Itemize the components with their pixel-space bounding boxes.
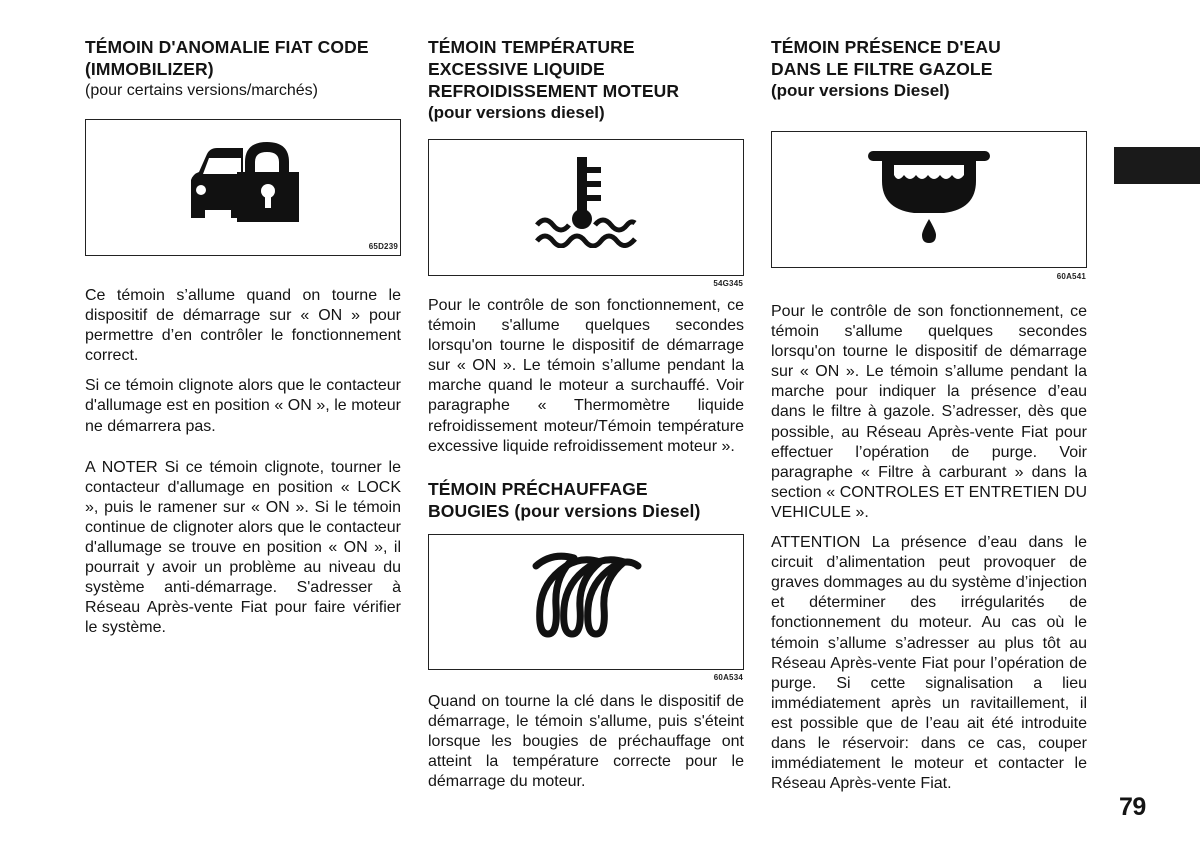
figure-water-in-fuel xyxy=(771,131,1087,281)
figure-glow-plug xyxy=(428,534,744,682)
figure-code: 65D239 xyxy=(368,242,398,251)
section-subtitle-water-in-fuel: (pour versions Diesel) xyxy=(771,81,950,100)
note-paragraph: A NOTER Si ce témoin clignote, tourner le contacteur d'allumage en position « LOCK », puis le ramener sur « ON ». Si le témoin continue de clignoter alors que le contacteur d'allumage se trouve en position « ON », il pourrait y avoir un problème au niveau du système anti-démarrage. S'adresser à Réseau Après-vente Fiat pour faire vérifier le système. xyxy=(85,458,401,637)
section-title-water-in-fuel: TÉMOIN PRÉSENCE D'EAU DANS LE FILTRE GAZOLE xyxy=(771,37,1001,79)
chapter-tab-marker xyxy=(1114,147,1200,184)
immobilizer-car-padlock-icon xyxy=(183,134,303,224)
figure-code: 54G345 xyxy=(713,279,743,288)
figure-code: 60A534 xyxy=(713,672,743,682)
paragraph: Pour le contrôle de son fonctionnement, ce témoin s'allume quelques secondes lorsqu'on tourne le dispositif de démarrage sur « ON ». Le témoin s’allume pendant la marche quand le moteur a surchauffé. Voir paragraphe « Thermomètre liquide refroidissement moteur/Témoin température excessive liquide refroidissement moteur ». xyxy=(428,297,744,455)
section-title-glow-plug-text: TÉMOIN PRÉCHAUFFAGE BOUGIES xyxy=(428,478,648,521)
section-title-glow-plug-suffix: (pour versions Diesel) xyxy=(514,500,701,521)
section-subtitle-coolant: (pour versions diesel) xyxy=(428,103,605,122)
page-number: 79 xyxy=(1119,793,1146,821)
section-title-glow-plug xyxy=(428,478,728,522)
paragraph: Ce témoin s’allume quand on tourne le dispositif de démarrage sur « ON » pour permettre d’en contrôler le fonctionnement correct. xyxy=(85,287,401,365)
column-immobilizer xyxy=(85,36,401,639)
paragraph: Quand on tourne la clé dans le dispositif de démarrage, le témoin s'allume, puis s'éteint lorsque les bougies de préchauffage ont atteint la température correcte pour le démarrage du moteur. xyxy=(428,692,744,791)
attention-paragraph: ATTENTION La présence d’eau dans le circuit d’alimentation peut provoquer de graves dommages au du système d’injection et déterminer des irrégularités de fonctionnement du moteur. Au cas où le témoin s’allume s’adresser au plus tôt au Réseau Après-vente Fiat pour l’opération de purge. Si cette signalisation a lieu immédiatement après un ravitaillement, il est possible que de l’eau ait été introduite dans le réservoir: dans ce cas, couper immédiatement le moteur et contacter le Réseau Après-vente Fiat. xyxy=(771,534,1087,793)
section-title-coolant: TÉMOIN TEMPÉRATURE EXCESSIVE LIQUIDE REFROIDISSEMENT MOTEUR xyxy=(428,37,680,101)
paragraph: Si ce témoin clignote alors que le contacteur d'allumage est en position « ON », le moteur ne démarrera pas. xyxy=(85,377,401,435)
column-coolant xyxy=(428,36,744,792)
section-title-immobilizer: TÉMOIN D'ANOMALIE FIAT CODE (IMMOBILIZER) xyxy=(85,37,369,79)
column-water-in-fuel xyxy=(771,36,1087,794)
section-subtitle-immobilizer: (pour certains versions/marchés) xyxy=(85,82,318,99)
paragraph: Pour le contrôle de son fonctionnement, ce témoin s'allume quelques secondes lorsqu'on tourne le dispositif de démarrage sur « ON ». Le témoin s’allume pendant la marche pour indiquer la présence d’eau dans le filtre à gazole. S’adresser, dès que possible, au Réseau Après-vente Fiat pour effectuer l’opération de purge. Voir paragraphe « Filtre à carburant » dans la section « CONTROLES ET ENTRETIEN DU VEHICULE ». xyxy=(771,303,1087,521)
coolant-temperature-icon xyxy=(531,153,641,248)
water-in-fuel-filter-icon xyxy=(864,145,994,245)
figure-coolant xyxy=(428,139,744,288)
figure-code: 60A541 xyxy=(1056,272,1086,281)
figure-immobilizer xyxy=(85,119,401,256)
glow-plug-icon xyxy=(526,552,646,642)
